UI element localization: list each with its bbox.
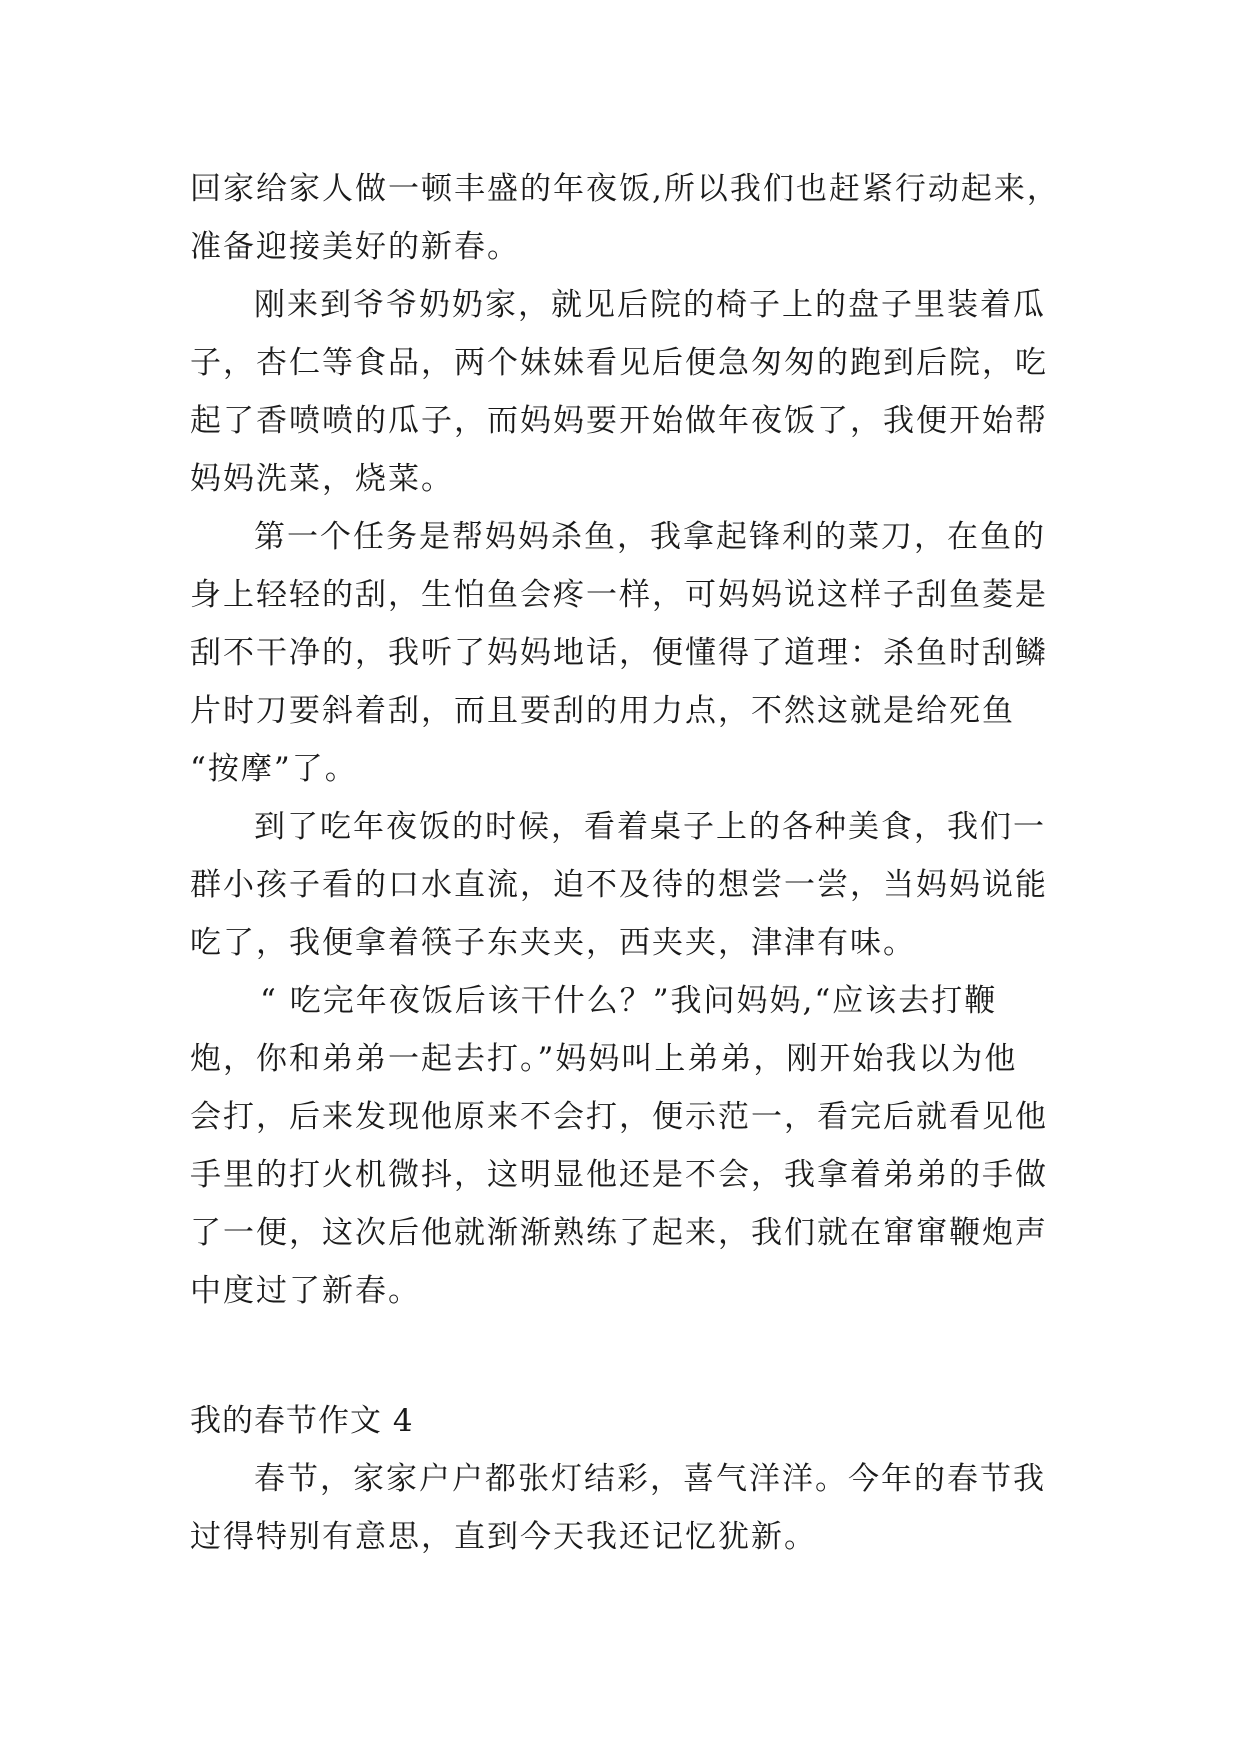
paragraph-arrival bbox=[190, 276, 1090, 508]
text-line: 身上轻轻的刮，生怕鱼会疼一样，可妈妈说这样子刮鱼菱是 bbox=[190, 577, 1048, 613]
section-title: 我的春节作文 4 bbox=[190, 1403, 414, 1439]
text-line: 了一便，这次后他就渐渐熟练了起来，我们就在窜窜鞭炮声 bbox=[190, 1215, 1048, 1251]
text-line: 中度过了新春。 bbox=[190, 1273, 421, 1309]
text-line: 到了吃年夜饭的时候，看着桌子上的各种美食，我们一 bbox=[254, 809, 1046, 845]
text-line: 刚来到爷爷奶奶家，就见后院的椅子上的盘子里装着瓜 bbox=[254, 287, 1046, 323]
document-body bbox=[190, 160, 1090, 1566]
text-line: 妈妈洗菜，烧菜。 bbox=[190, 461, 454, 497]
paragraph-dinner bbox=[190, 798, 1090, 972]
text-line: “ 吃完年夜饭后该干什么？”我问妈妈,“应该去打鞭 bbox=[260, 983, 998, 1019]
text-line: 会打，后来发现他原来不会打，便示范一，看完后就看见他 bbox=[190, 1099, 1048, 1135]
text-line: 第一个任务是帮妈妈杀鱼，我拿起锋利的菜刀，在鱼的 bbox=[254, 519, 1046, 555]
paragraph-fish bbox=[190, 508, 1090, 798]
text-line: 手里的打火机微抖，这明显他还是不会，我拿着弟弟的手做 bbox=[190, 1157, 1048, 1193]
text-line: 群小孩子看的口水直流，迫不及待的想尝一尝，当妈妈说能 bbox=[190, 867, 1048, 903]
text-line: 炮，你和弟弟一起去打。”妈妈叫上弟弟，刚开始我以为他 bbox=[190, 1041, 1018, 1077]
paragraph-continued bbox=[190, 160, 1090, 276]
text-line: 准备迎接美好的新春。 bbox=[190, 229, 520, 265]
text-line: 回家给家人做一顿丰盛的年夜饭,所以我们也赶紧行动起来， bbox=[190, 171, 1060, 207]
text-line: 春节，家家户户都张灯结彩，喜气洋洋。今年的春节我 bbox=[254, 1461, 1046, 1497]
text-line: 起了香喷喷的瓜子，而妈妈要开始做年夜饭了，我便开始帮 bbox=[190, 403, 1048, 439]
text-line: 刮不干净的，我听了妈妈地话，便懂得了道理：杀鱼时刮鳞 bbox=[190, 635, 1048, 671]
text-line: 子，杏仁等食品，两个妹妹看见后便急匆匆的跑到后院，吃 bbox=[190, 345, 1048, 381]
text-line: 吃了，我便拿着筷子东夹夹，西夹夹，津津有味。 bbox=[190, 925, 916, 961]
text-line: 片时刀要斜着刮，而且要刮的用力点，不然这就是给死鱼 bbox=[190, 693, 1015, 729]
section-gap bbox=[190, 1320, 1090, 1392]
text-line: 过得特别有意思，直到今天我还记忆犹新。 bbox=[190, 1519, 817, 1555]
paragraph-spring-festival bbox=[190, 1450, 1090, 1566]
paragraph-firecrackers bbox=[190, 972, 1090, 1320]
text-line: “按摩”了。 bbox=[190, 751, 358, 787]
